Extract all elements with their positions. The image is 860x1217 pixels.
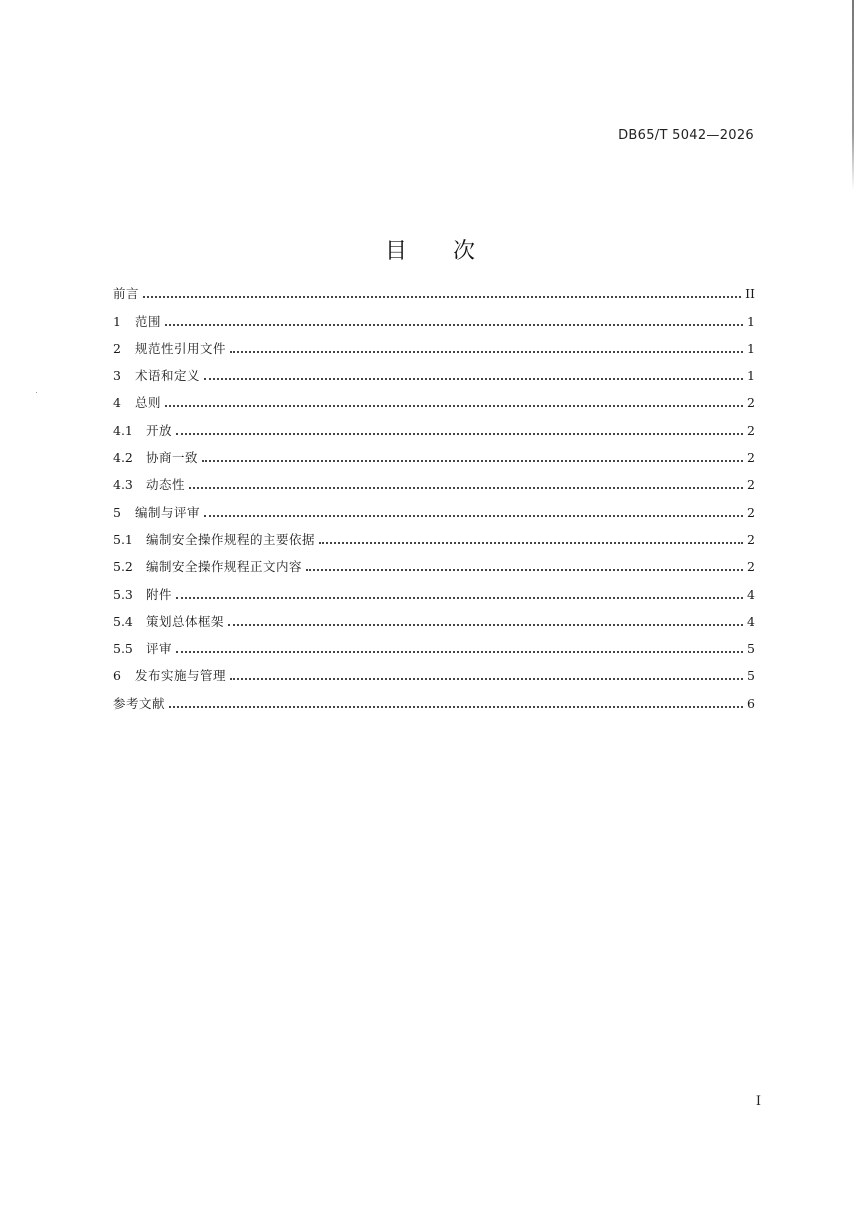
scan-edge-mark — [852, 0, 854, 190]
page-number: I — [755, 1094, 761, 1109]
toc-entry-page: 2 — [747, 559, 755, 575]
toc-entry-label: 术语和定义 — [135, 368, 201, 384]
scan-speck — [36, 392, 37, 393]
toc-entry[interactable] — [113, 411, 755, 438]
toc-entry[interactable] — [113, 657, 755, 684]
toc-entry-label: 规范性引用文件 — [135, 340, 227, 356]
toc-entry-label: 编制与评审 — [135, 504, 201, 520]
toc-entry[interactable] — [113, 357, 755, 384]
toc-entry-number: 4 — [113, 395, 121, 411]
toc-entry-page: 2 — [747, 450, 755, 466]
toc-entry-label: 前言 — [113, 286, 140, 302]
toc-entry-page: 2 — [747, 531, 755, 547]
toc-entry-number: 4.2 — [113, 450, 133, 466]
toc-entry-number: 1 — [113, 313, 121, 329]
document-code: DB65/T 5042—2026 — [618, 128, 754, 143]
toc-entry-page: 5 — [747, 668, 755, 684]
toc-entry-page: 4 — [747, 586, 755, 602]
toc-entry-number: 3 — [113, 368, 121, 384]
toc-entry[interactable] — [113, 493, 755, 520]
toc-dot-leader — [165, 324, 743, 326]
toc-entry[interactable] — [113, 684, 755, 711]
toc-entry-label: 评审 — [146, 641, 173, 657]
toc-dot-leader — [176, 597, 743, 599]
toc-dot-leader — [165, 405, 743, 407]
toc-dot-leader — [204, 515, 743, 517]
toc-entry-page: 1 — [747, 368, 755, 384]
toc-entry[interactable] — [113, 548, 755, 575]
toc-dot-leader — [306, 569, 743, 571]
toc-entry-number: 5.5 — [113, 641, 133, 657]
toc-entry-label: 参考文献 — [113, 695, 166, 711]
toc-dot-leader — [230, 678, 743, 680]
toc-entry-page: 1 — [747, 340, 755, 356]
toc-entry-label: 附件 — [146, 586, 173, 602]
toc-entry-page: 2 — [747, 422, 755, 438]
toc-entry[interactable] — [113, 275, 755, 302]
toc-entry-label: 发布实施与管理 — [135, 668, 227, 684]
toc-dot-leader — [143, 296, 741, 298]
toc-entry[interactable] — [113, 439, 755, 466]
toc-title: 目次 — [384, 239, 521, 264]
toc-entry-number: 5.4 — [113, 613, 133, 629]
toc-entry-page: 2 — [747, 477, 755, 493]
toc-dot-leader — [230, 351, 743, 353]
toc-entry[interactable] — [113, 384, 755, 411]
toc-entry-number: 5.1 — [113, 531, 133, 547]
toc-entry-page: 4 — [747, 613, 755, 629]
toc-entry-label: 协商一致 — [146, 450, 199, 466]
toc-entry-page: 1 — [747, 313, 755, 329]
toc-entry-page: 6 — [747, 695, 755, 711]
toc-dot-leader — [204, 378, 743, 380]
toc-entry-number: 5 — [113, 504, 121, 520]
toc-entry[interactable] — [113, 575, 755, 602]
toc-entry-label: 编制安全操作规程正文内容 — [146, 559, 303, 575]
toc-entry-page: 5 — [747, 641, 755, 657]
toc-entry-number: 6 — [113, 668, 121, 684]
toc-dot-leader — [202, 460, 743, 462]
toc-entry[interactable] — [113, 603, 755, 630]
toc-dot-leader — [228, 624, 743, 626]
toc-dot-leader — [189, 487, 743, 489]
toc-dot-leader — [169, 706, 743, 708]
table-of-contents — [113, 275, 755, 712]
toc-entry-label: 编制安全操作规程的主要依据 — [146, 531, 316, 547]
toc-entry-page: 2 — [747, 504, 755, 520]
toc-entry-number: 4.1 — [113, 422, 133, 438]
toc-entry[interactable] — [113, 466, 755, 493]
toc-entry-label: 策划总体框架 — [146, 613, 225, 629]
toc-entry[interactable] — [113, 630, 755, 657]
toc-dot-leader — [176, 651, 743, 653]
toc-entry[interactable] — [113, 330, 755, 357]
toc-entry-page: 2 — [747, 395, 755, 411]
toc-entry-label: 范围 — [135, 313, 162, 329]
toc-entry-number: 5.3 — [113, 586, 133, 602]
toc-dot-leader — [176, 433, 743, 435]
toc-entry[interactable] — [113, 521, 755, 548]
toc-entry[interactable] — [113, 302, 755, 329]
toc-entry-page: II — [745, 286, 755, 302]
toc-entry-number: 5.2 — [113, 559, 133, 575]
toc-entry-number: 2 — [113, 340, 121, 356]
toc-entry-number: 4.3 — [113, 477, 133, 493]
toc-entry-label: 动态性 — [146, 477, 186, 493]
toc-entry-label: 总则 — [135, 395, 162, 411]
toc-entry-label: 开放 — [146, 422, 173, 438]
toc-dot-leader — [319, 542, 743, 544]
